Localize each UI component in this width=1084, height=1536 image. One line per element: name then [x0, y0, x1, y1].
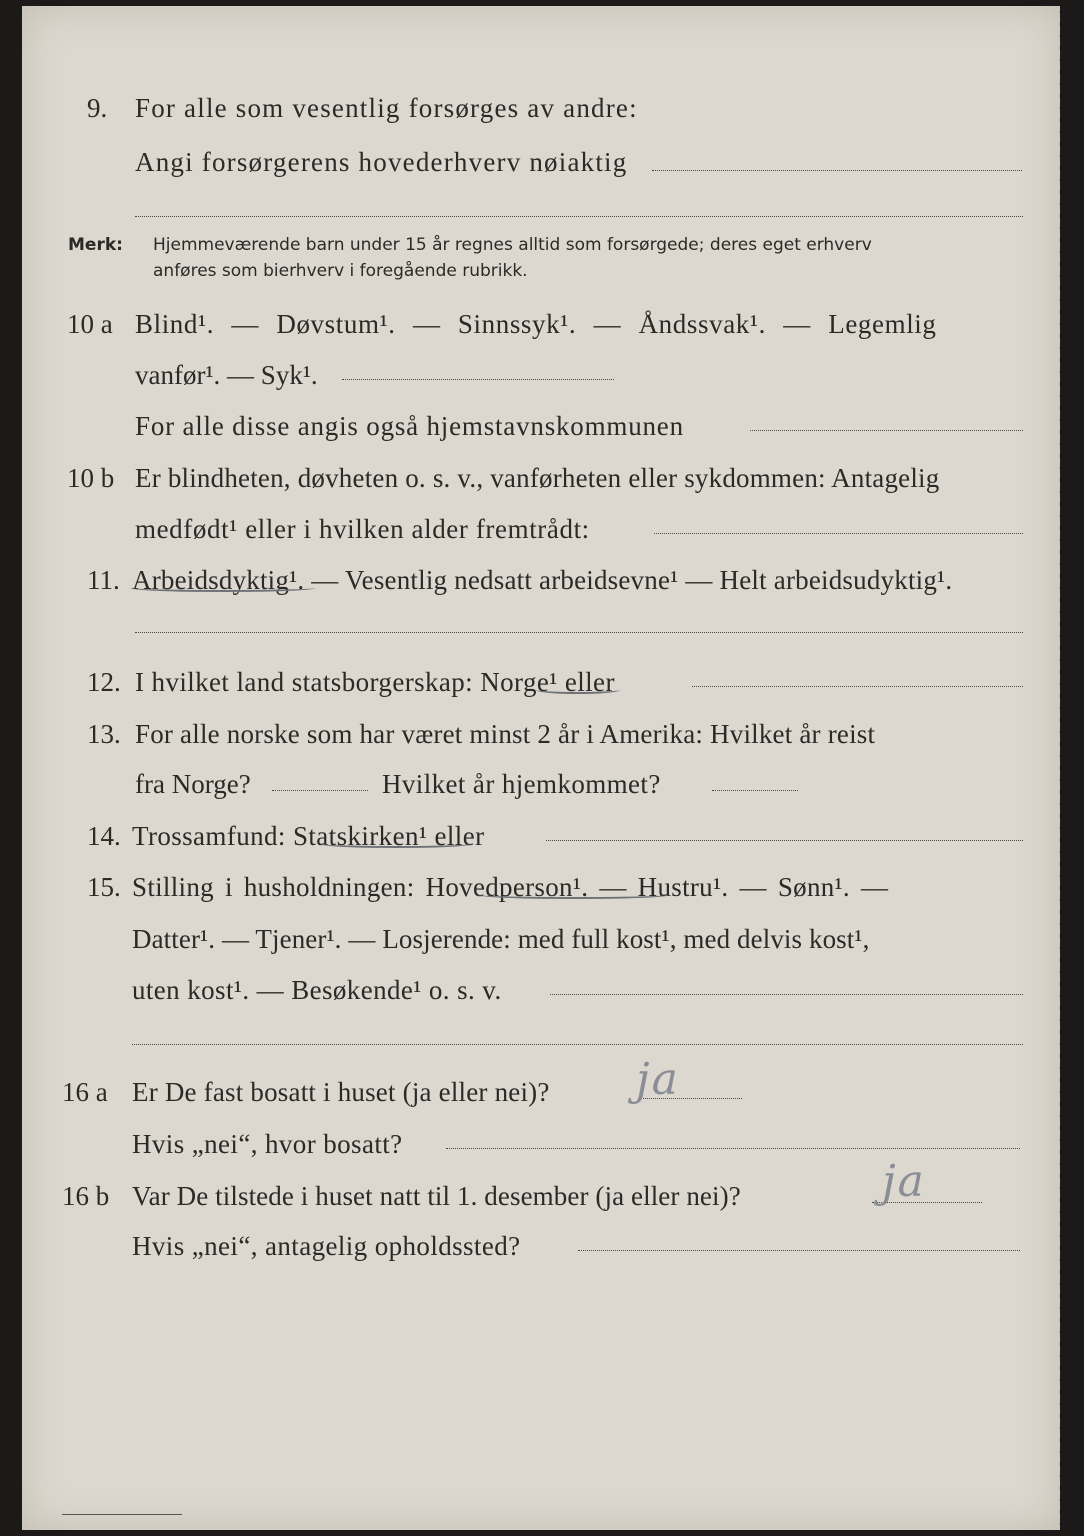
q14-answer-line[interactable] — [546, 840, 1023, 841]
q13-reist-answer-line[interactable] — [272, 790, 368, 791]
q16a-number: 16 a — [62, 1077, 108, 1107]
merk-label: Merk: — [68, 235, 123, 255]
q12-line1: I hvilket land statsborgerskap: Norge¹ eller — [135, 667, 615, 697]
footer-rule — [62, 1514, 182, 1515]
q11-answer-line[interactable] — [135, 632, 1023, 633]
q10a-line3: For alle disse angis også hjemstavnskommunen — [135, 411, 684, 441]
q11-handwritten-underline — [130, 584, 316, 592]
merk-line2: anføres som bierhverv i foregående rubrikk. — [153, 261, 528, 281]
q10b-line1: Er blindheten, døvheten o. s. v., vanførheten eller sykdommen: Antagelig — [135, 463, 940, 493]
q15-answer-line[interactable] — [550, 994, 1023, 995]
q16b-line2: Hvis „nei“, antagelig opholdssted? — [132, 1231, 521, 1261]
q15-line3: uten kost¹. — Besøkende¹ o. s. v. — [132, 975, 502, 1005]
q15-line2: Datter¹. — Tjener¹. — Losjerende: med full kost¹, med delvis kost¹, — [132, 924, 870, 954]
q16a-line1: Er De fast bosatt i huset (ja eller nei)? — [132, 1077, 550, 1107]
q15-line1: Stilling i husholdningen: Hovedperson¹. — Hustru¹. — Sønn¹. — — [132, 872, 889, 902]
merk-line1: Hjemmeværende barn under 15 år regnes alltid som forsørgede; deres eget erhverv — [153, 235, 872, 255]
q11-line1: Arbeidsdyktig¹. — Vesentlig nedsatt arbeidsevne¹ — Helt arbeidsudyktig¹. — [132, 565, 953, 595]
q15-handwritten-underline — [478, 891, 670, 899]
q9-answer-line[interactable] — [652, 170, 1022, 171]
q10b-answer-line[interactable] — [654, 533, 1023, 534]
q16b-opholdssted-answer-line[interactable] — [578, 1250, 1020, 1251]
q12-answer-line[interactable] — [692, 686, 1023, 687]
q9-line2: Angi forsørgerens hovederhverv nøiaktig — [135, 147, 628, 177]
q10a-answer-line-2[interactable] — [750, 430, 1023, 431]
q13-line2a: fra Norge? — [135, 769, 251, 799]
q16b-handwritten-answer: ja — [882, 1156, 926, 1207]
q13-line2b: Hvilket år hjemkommet? — [382, 769, 661, 799]
q12-number: 12. — [87, 667, 121, 697]
q16b-number: 16 b — [62, 1181, 110, 1211]
q11-number: 11. — [87, 565, 120, 595]
q14-number: 14. — [87, 821, 121, 851]
q13-number: 13. — [87, 719, 121, 749]
q10b-line2: medfødt¹ eller i hvilken alder fremtrådt: — [135, 514, 590, 544]
q16a-handwritten-answer: ja — [636, 1054, 680, 1105]
q13-line1: For alle norske som har været minst 2 år i Amerika: Hvilket år reist — [135, 719, 876, 749]
q12-handwritten-underline — [536, 686, 620, 694]
census-form-page — [22, 6, 1060, 1530]
q10a-number: 10 a — [67, 309, 113, 339]
q10a-answer-line[interactable] — [342, 379, 614, 380]
q9-line1: For alle som vesentlig forsørges av andre: — [135, 93, 638, 123]
q16b-line1: Var De tilstede i huset natt til 1. desember (ja eller nei)? — [132, 1181, 741, 1211]
q16a-line2: Hvis „nei“, hvor bosatt? — [132, 1129, 403, 1159]
q14-handwritten-underline — [320, 840, 472, 848]
perforated-edge — [1058, 6, 1068, 1530]
q9-answer-line-2[interactable] — [135, 216, 1023, 217]
q9-number: 9. — [87, 93, 108, 123]
q13-hjemkommet-answer-line[interactable] — [712, 790, 798, 791]
q10a-line1: Blind¹. — Døvstum¹. — Sinnssyk¹. — Åndssvak¹. — Legemlig — [135, 309, 937, 339]
q15-number: 15. — [87, 872, 121, 902]
merk-note — [68, 232, 123, 258]
q10b-number: 10 b — [67, 463, 115, 493]
q10a-line2: vanfør¹. — Syk¹. — [135, 360, 318, 390]
q14-line1: Trossamfund: Statskirken¹ eller — [132, 821, 485, 851]
q16a-bosatt-answer-line[interactable] — [446, 1148, 1020, 1149]
q15-answer-line-2[interactable] — [132, 1044, 1023, 1045]
